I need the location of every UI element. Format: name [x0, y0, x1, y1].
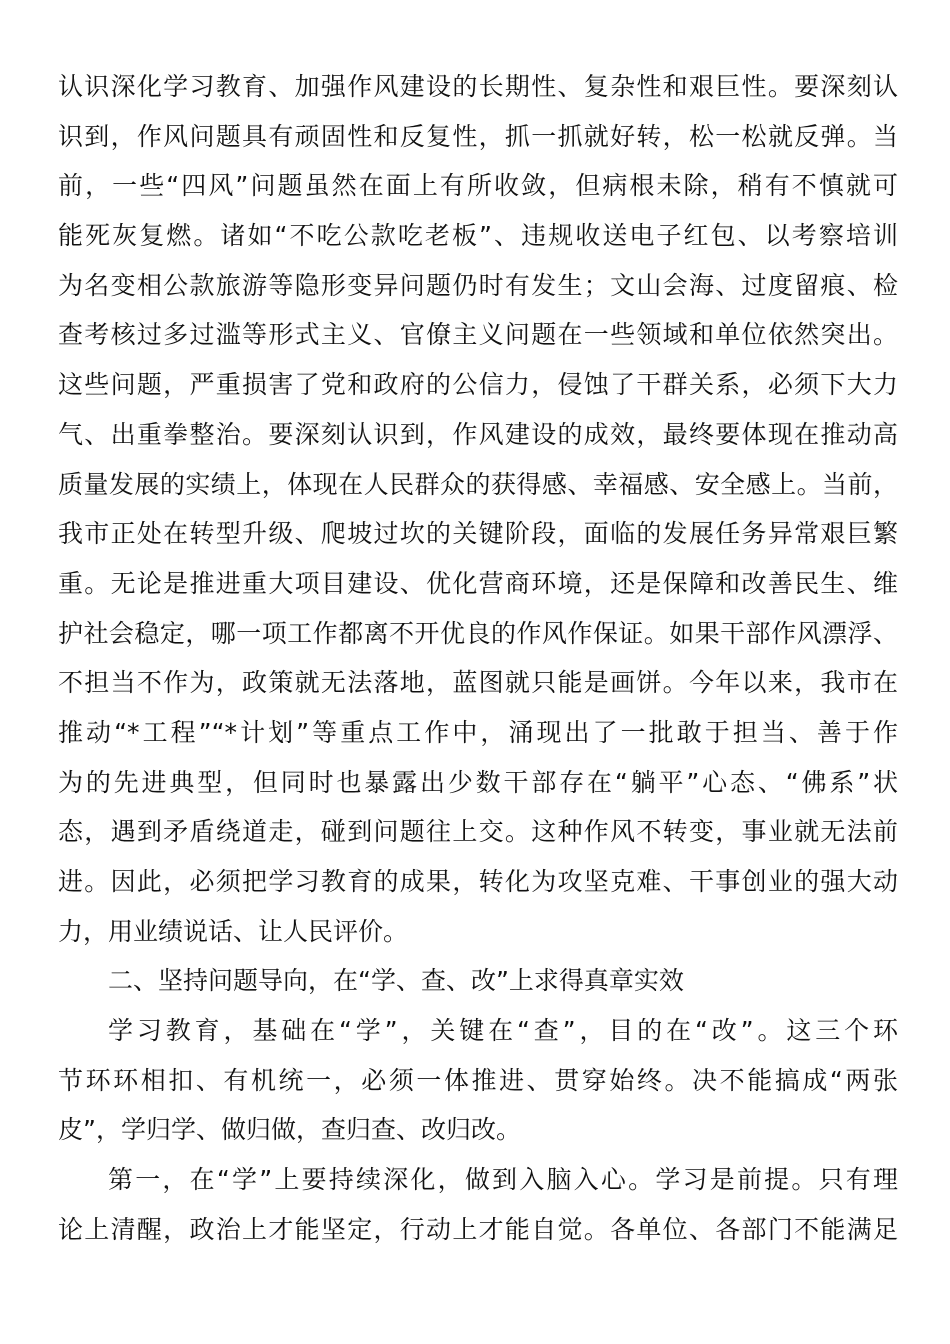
paragraph-first-study [58, 1155, 898, 1254]
text-line: 质量发展的实绩上，体现在人民群众的获得感、幸福感、安全感上。当前， [58, 469, 898, 499]
text-line: 前，一些“四风”问题虽然在面上有所收敛，但病根未除，稍有不慎就可 [58, 171, 898, 201]
text-line: 重。无论是推进重大项目建设、优化营商环境，还是保障和改善民生、维 [58, 568, 898, 598]
text-line: 不担当不作为，政策就无法落地，蓝图就只能是画饼。今年以来，我市在 [58, 668, 898, 698]
text-line: 我市正处在转型升级、爬坡过坎的关键阶段，面临的发展任务异常艰巨繁 [58, 519, 898, 549]
text-line: 推动“*工程”“*计划”等重点工作中，涌现出了一批敢于担当、善于作 [58, 717, 898, 747]
text-line: 皮”，学归学、做归做，查归查、改归改。 [58, 1115, 521, 1145]
text-line: 识到，作风问题具有顽固性和反复性，抓一抓就好转，松一松就反弹。当 [58, 121, 898, 151]
text-line: 学习教育，基础在“学”，关键在“查”，目的在“改”。这三个环 [108, 1016, 898, 1046]
text-line: 进。因此，必须把学习教育的成果，转化为攻坚克难、干事创业的强大动 [58, 867, 898, 896]
paragraph-study-check-correct [58, 1006, 898, 1155]
text-line: 认识深化学习教育、加强作风建设的长期性、复杂性和艰巨性。要深刻认 [58, 72, 898, 101]
text-line: 护社会稳定，哪一项工作都离不开优良的作风作保证。如果干部作风漂浮、 [58, 618, 898, 648]
section-heading-two [58, 956, 898, 1006]
text-line: 查考核过多过滥等形式主义、官僚主义问题在一些领域和单位依然突出。 [58, 320, 898, 350]
text-line: 为的先进典型，但同时也暴露出少数干部存在“躺平”心态、“佛系”状 [58, 767, 898, 797]
text-line: 为名变相公款旅游等隐形变异问题仍时有发生；文山会海、过度留痕、检 [58, 270, 898, 300]
document-body [58, 62, 898, 1255]
text-line: 节环环相扣、有机统一，必须一体推进、贯穿始终。决不能搞成“两张 [58, 1065, 898, 1095]
section-heading: 二、坚持问题导向，在“学、查、改”上求得真章实效 [108, 966, 684, 996]
text-line: 力，用业绩说话、让人民评价。 [58, 916, 409, 946]
paragraph-continuation [58, 62, 898, 956]
text-line: 这些问题，严重损害了党和政府的公信力，侵蚀了干群关系，必须下大力 [58, 370, 898, 400]
text-line: 气、出重拳整治。要深刻认识到，作风建设的成效，最终要体现在推动高 [58, 419, 898, 449]
text-line: 第一，在“学”上要持续深化，做到入脑入心。学习是前提。只有理 [108, 1165, 898, 1195]
text-line: 能死灰复燃。诸如“不吃公款吃老板”、违规收送电子红包、以考察培训 [58, 221, 898, 251]
text-line: 态，遇到矛盾绕道走，碰到问题往上交。这种作风不转变，事业就无法前 [58, 817, 898, 847]
text-line: 论上清醒，政治上才能坚定，行动上才能自觉。各单位、各部门不能满足 [58, 1214, 898, 1244]
